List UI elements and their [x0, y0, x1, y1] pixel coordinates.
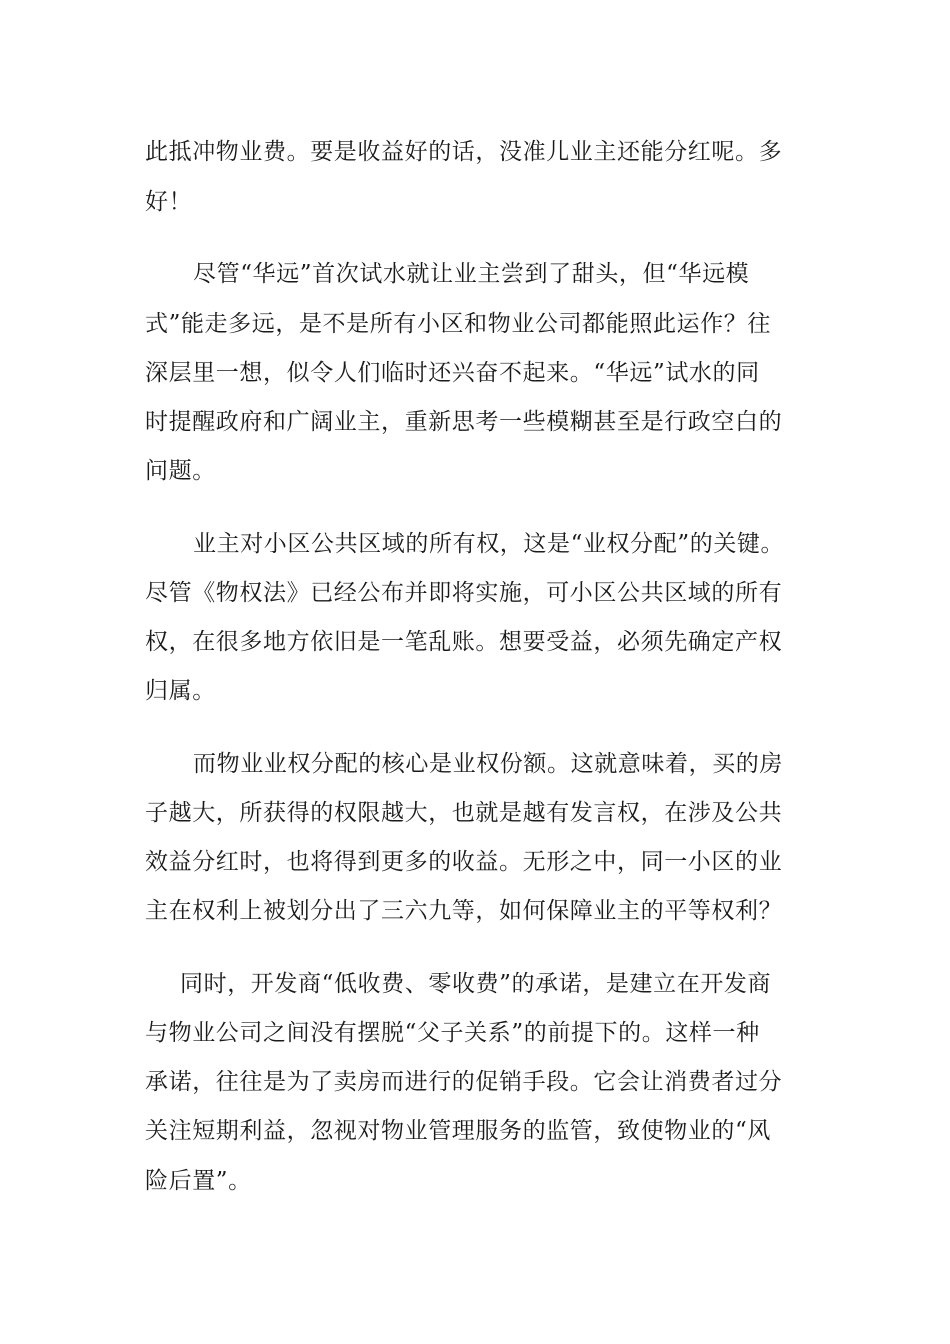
text-line: 问题。 [145, 458, 216, 484]
text-line: 深层里一想，似令人们临时还兴奋不起来。“华远”试水的同 [145, 360, 760, 386]
text-line: 式”能走多远，是不是所有小区和物业公司都能照此运作？往 [145, 311, 771, 337]
text-line: 效益分红时，也将得到更多的收益。无形之中，同一小区的业 [145, 849, 783, 875]
text-line: 子越大，所获得的权限越大，也就是越有发言权，在涉及公共 [145, 800, 783, 826]
text-line: 关注短期利益，忽视对物业管理服务的监管，致使物业的“风 [145, 1118, 771, 1144]
text-line: 时提醒政府和广阔业主，重新思考一些模糊甚至是行政空白的 [145, 409, 783, 435]
text-line: 好！ [145, 189, 193, 215]
text-line: 险后置”。 [145, 1168, 252, 1194]
text-line: 承诺，往往是为了卖房而进行的促销手段。它会让消费者过分 [145, 1069, 783, 1095]
text-line: 同时，开发商“低收费、零收费”的承诺，是建立在开发商 [180, 971, 772, 997]
text-line: 与物业公司之间没有摆脱“父子关系”的前提下的。这样一种 [145, 1020, 760, 1046]
text-line: 主在权利上被划分出了三六九等，如何保障业主的平等权利？ [145, 898, 783, 924]
text-line: 业主对小区公共区域的所有权，这是“业权分配”的关键。 [193, 531, 785, 557]
text-line: 尽管“华远”首次试水就让业主尝到了甜头，但“华远模 [193, 261, 750, 287]
text-line: 归属。 [145, 678, 216, 704]
text-line: 此抵冲物业费。要是收益好的话，没准儿业主还能分红呢。多 [145, 139, 783, 165]
text-line: 而物业业权分配的核心是业权份额。这就意味着，买的房 [193, 751, 783, 777]
text-line: 权，在很多地方依旧是一笔乱账。想要受益，必须先确定产权 [145, 629, 783, 655]
text-line: 尽管《物权法》已经公布并即将实施，可小区公共区域的所有 [145, 580, 783, 606]
